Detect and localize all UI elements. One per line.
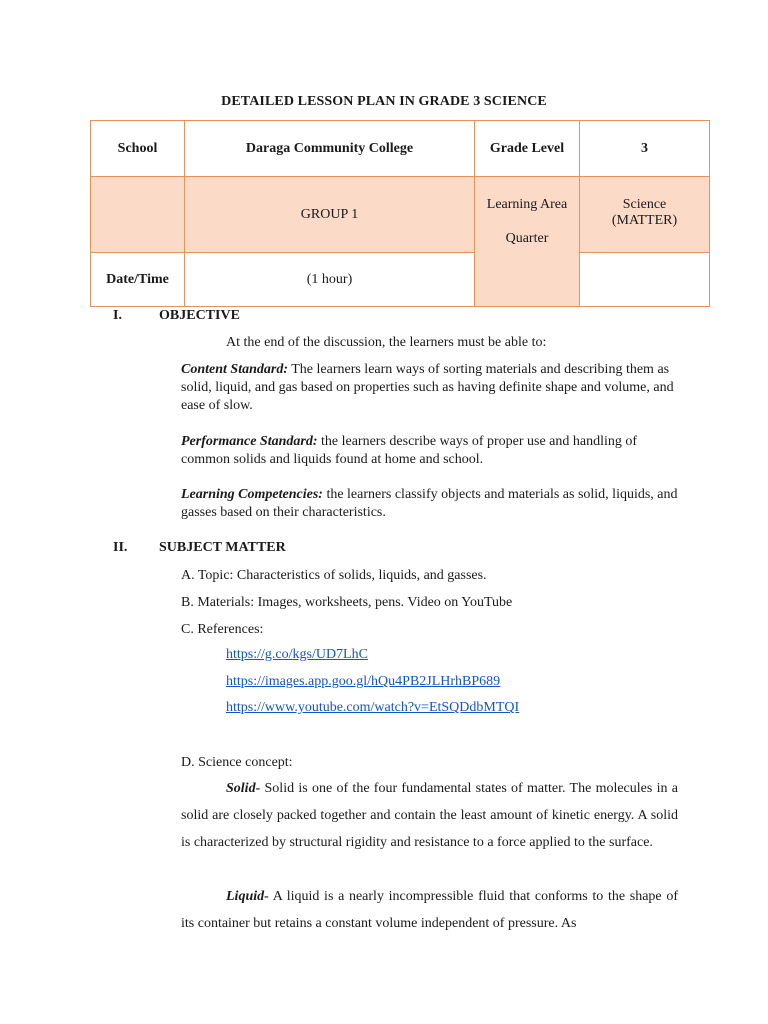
date-time-value: (1 hour) [185,253,475,307]
science-concept-line: D. Science concept: [181,755,293,770]
science-value: Science [622,197,667,212]
lesson-info-table [90,120,710,307]
solid-text: Solid is one of the four fundamental states of matter. The molecules in a solid are closely packed together and contain the least amount of kinetic energy. A solid is characterized by structural rigidity and resistance to a force applied to the surface. [181,781,678,850]
section-number: II. [113,540,128,555]
learning-area-label: Learning Area [486,197,568,212]
blank-cell [91,177,185,253]
learning-competencies-text: the learners classify objects and materials as solid, liquids, and gasses based on their characteristics. [181,487,678,520]
objective-intro: At the end of the discussion, the learners must be able to: [226,335,547,350]
content-standard-text: The learners learn ways of sorting materials and describing them as solid, liquid, and gas based on properties such as having definite shape and volume, and ease of slow. [181,362,674,413]
performance-standard [181,433,681,469]
page-title: DETAILED LESSON PLAN IN GRADE 3 SCIENCE [221,94,547,109]
performance-standard-label: Performance Standard: [181,434,318,449]
liquid-paragraph [181,883,678,937]
topic-line: A. Topic: Characteristics of solids, liquids, and gasses. [181,568,487,583]
learning-area-cell [475,177,580,307]
section-number: I. [113,308,122,323]
learning-competencies-label: Learning Competencies: [181,487,323,502]
section-title: OBJECTIVE [159,308,240,323]
date-time-label: Date/Time [91,253,185,307]
grade-level-value: 3 [580,121,710,177]
learning-competencies [181,486,681,522]
science-cell [580,177,710,253]
quarter-label: Quarter [505,231,549,246]
solid-paragraph [181,775,678,856]
matter-value: (MATTER) [611,213,678,228]
solid-label: Solid- [226,781,261,796]
quarter-value-cell [580,253,710,307]
liquid-label: Liquid- [226,889,269,904]
performance-standard-text: the learners describe ways of proper use and handling of common solids and liquids found at home and school. [181,434,638,467]
materials-line: B. Materials: Images, worksheets, pens. Video on YouTube [181,595,513,610]
grade-level-label: Grade Level [475,121,580,177]
section-title: SUBJECT MATTER [159,540,286,555]
school-value: Daraga Community College [185,121,475,177]
content-standard [181,361,681,415]
liquid-text: A liquid is a nearly incompressible fluid that conforms to the shape of its container but retains a constant volume independent of pressure. As [181,889,678,931]
reference-link-1[interactable]: https://g.co/kgs/UD7LhC [226,647,368,662]
reference-link-2[interactable]: https://images.app.goo.gl/hQu4PB2JLHrhBP689 [226,674,501,689]
references-line: C. References: [181,622,264,637]
group-cell: GROUP 1 [185,177,475,253]
reference-link-3[interactable]: https://www.youtube.com/watch?v=EtSQDdbMTQI [226,700,520,715]
school-label: School [91,121,185,177]
content-standard-label: Content Standard: [181,362,288,377]
